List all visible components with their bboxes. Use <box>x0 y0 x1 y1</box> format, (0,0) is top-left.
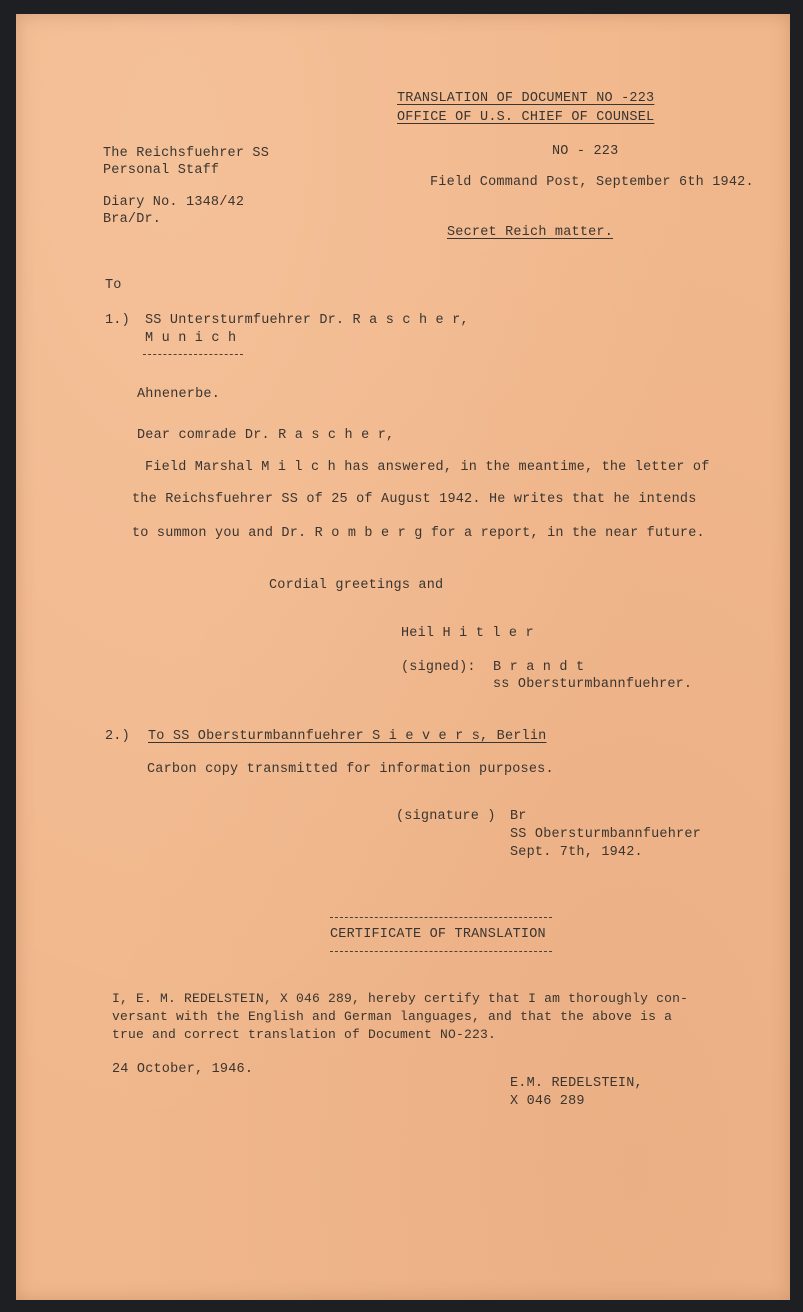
document-number: NO - 223 <box>552 144 619 159</box>
addressee-name: SS Untersturmfuehrer Dr. R a s c h e r, <box>145 313 469 328</box>
certificate-date: 24 October, 1946. <box>112 1062 254 1077</box>
translator-id: X 046 289 <box>510 1094 585 1109</box>
translation-heading: TRANSLATION OF DOCUMENT NO -223 <box>397 91 655 106</box>
document-page <box>16 14 790 1300</box>
certificate-line-3: true and correct translation of Document NO-223. <box>112 1027 497 1042</box>
sender-office: The Reichsfuehrer SS <box>103 146 270 161</box>
copy-signature-initials: Br <box>510 809 527 824</box>
certificate-line-1: I, E. M. REDELSTEIN, X 046 289, hereby certify that I am thoroughly con- <box>112 991 689 1006</box>
diary-number: Diary No. 1348/42 <box>103 195 245 210</box>
signed-name: B r a n d t <box>493 660 585 675</box>
sender-staff: Personal Staff <box>103 163 220 178</box>
item-number-2: 2.) <box>105 729 130 744</box>
copy-signature-label: (signature ) <box>396 809 496 824</box>
signed-rank: ss Obersturmbannfuehrer. <box>493 677 693 692</box>
office-heading: OFFICE OF U.S. CHIEF OF COUNSEL <box>397 110 655 125</box>
certificate-line-2: versant with the English and German languages, and that the above is a <box>112 1009 673 1024</box>
heil-line: Heil H i t l e r <box>401 626 534 641</box>
salutation: Dear comrade Dr. R a s c h e r, <box>137 428 395 443</box>
place-date: Field Command Post, September 6th 1942. <box>430 175 754 190</box>
copy-signature-date: Sept. 7th, 1942. <box>510 845 643 860</box>
copy-note: Carbon copy transmitted for information purposes. <box>147 762 554 777</box>
certificate-top-rule <box>330 917 552 918</box>
to-label: To <box>105 278 122 293</box>
signed-label: (signed): <box>401 660 476 675</box>
closing: Cordial greetings and <box>269 578 444 593</box>
certificate-title: CERTIFICATE OF TRANSLATION <box>330 927 546 942</box>
body-line-2: the Reichsfuehrer SS of 25 of August 1942. He writes that he intends <box>132 492 697 507</box>
addressee-city: M u n i c h <box>145 331 237 346</box>
copy-addressee: To SS Obersturmbannfuehrer S i e v e r s, Berlin <box>148 729 547 744</box>
classification: Secret Reich matter. <box>447 225 614 240</box>
item-number-1: 1.) <box>105 313 130 328</box>
body-line-3: to summon you and Dr. R o m b e r g for a report, in the near future. <box>132 526 705 541</box>
body-line-1: Field Marshal M i l c h has answered, in the meantime, the letter of <box>145 460 710 475</box>
copy-signature-rank: SS Obersturmbannfuehrer <box>510 827 701 842</box>
addressee-org: Ahnenerbe. <box>137 387 221 402</box>
reference-initials: Bra/Dr. <box>103 212 162 227</box>
translator-name: E.M. REDELSTEIN, <box>510 1076 643 1091</box>
city-divider <box>143 354 243 355</box>
certificate-bottom-rule <box>330 951 552 952</box>
